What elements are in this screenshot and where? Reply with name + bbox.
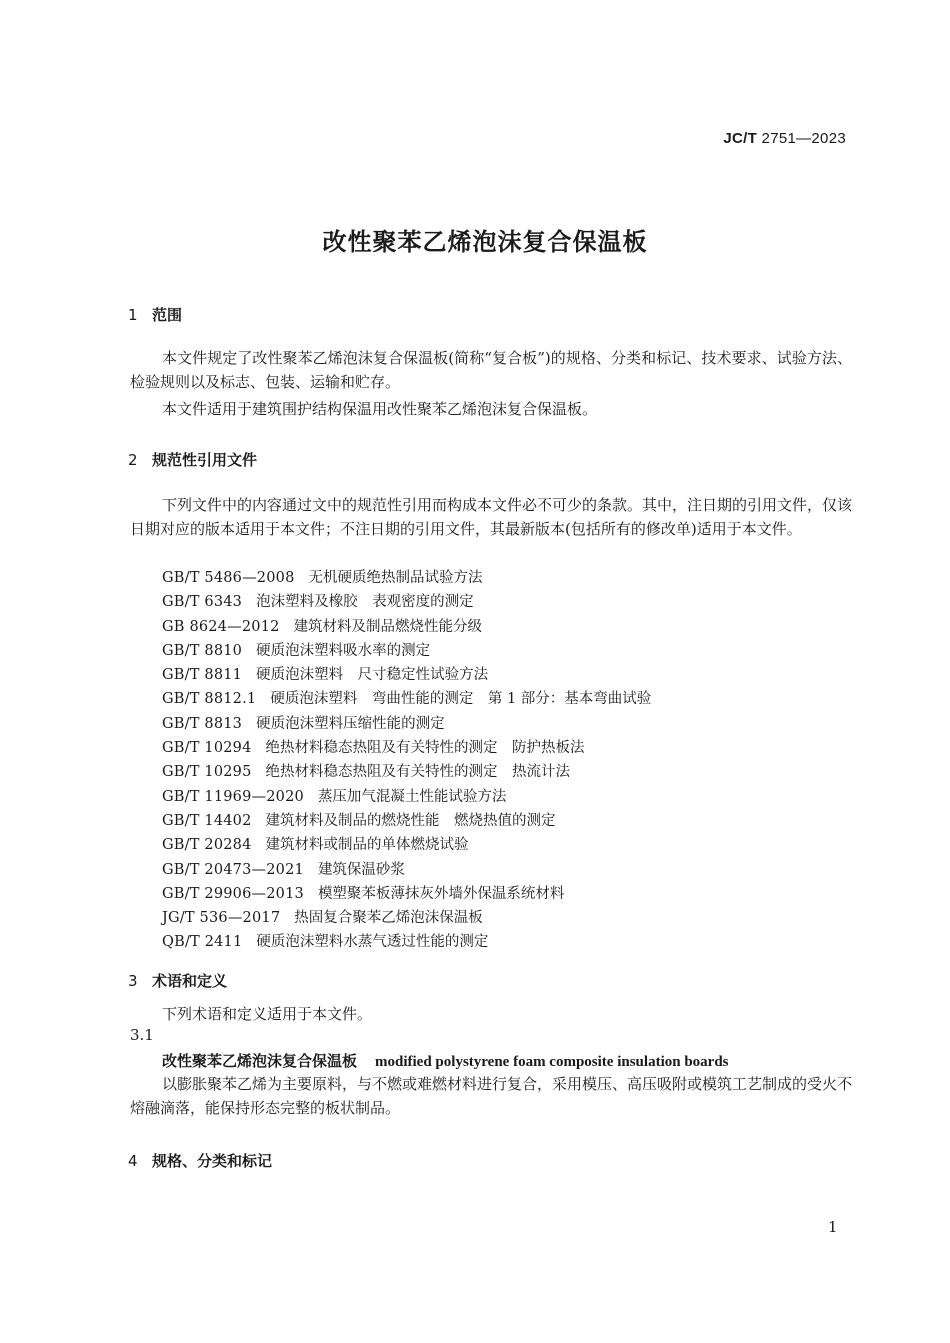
reference-code: GB/T 11969—2020 bbox=[162, 788, 304, 805]
reference-code: GB/T 10295 bbox=[162, 764, 252, 781]
section-2-intro: 下列文件中的内容通过文中的规范性引用而构成本文件必不可少的条款。其中，注日期的引用文件，仅该日期对应的版本适用于本文件；不注日期的引用文件，其最新版本(包括所有的修改单)适用于本文件。 bbox=[130, 496, 853, 538]
reference-name: 泡沫塑料及橡胶 表观密度的测定 bbox=[256, 594, 474, 611]
section-number: 2 bbox=[128, 451, 138, 469]
reference-name: 绝热材料稳态热阻及有关特性的测定 防护热板法 bbox=[265, 740, 585, 757]
reference-code: GB/T 8813 bbox=[162, 715, 243, 732]
section-1-paragraph-2: 本文件适用于建筑围护结构保温用改性聚苯乙烯泡沫复合保温板。 bbox=[162, 400, 598, 418]
reference-name: 建筑材料及制品的燃烧性能 燃烧热值的测定 bbox=[265, 812, 556, 829]
reference-item bbox=[162, 615, 651, 639]
reference-code: GB/T 20473—2021 bbox=[162, 861, 304, 878]
reference-item bbox=[162, 833, 651, 857]
section-3-intro: 下列术语和定义适用于本文件。 bbox=[162, 1005, 373, 1023]
section-title: 规格、分类和标记 bbox=[152, 1152, 273, 1170]
page-number: 1 bbox=[828, 1218, 838, 1236]
reference-item bbox=[162, 687, 651, 711]
section-title: 术语和定义 bbox=[152, 972, 228, 990]
reference-code: GB/T 8810 bbox=[162, 642, 243, 659]
reference-name: 无机硬质绝热制品试验方法 bbox=[308, 570, 483, 586]
reference-item bbox=[162, 760, 651, 784]
reference-item bbox=[162, 809, 651, 833]
term-definition: 以膨胀聚苯乙烯为主要原料，与不燃或难燃材料进行复合，采用模压、高压吸附或模筑工艺制成的受火不熔融滴落，能保持形态完整的板状制品。 bbox=[130, 1075, 853, 1117]
section-4-heading bbox=[128, 1150, 272, 1171]
term-chinese: 改性聚苯乙烯泡沫复合保温板 bbox=[162, 1052, 358, 1070]
term-number: 3.1 bbox=[130, 1026, 154, 1044]
reference-name: 硬质泡沫塑料水蒸气透过性能的测定 bbox=[256, 934, 489, 951]
reference-item bbox=[162, 590, 651, 614]
section-3-heading bbox=[128, 970, 227, 991]
reference-item bbox=[162, 566, 651, 590]
reference-name: 硬质泡沫塑料吸水率的测定 bbox=[256, 642, 431, 659]
reference-code: GB/T 20284 bbox=[162, 837, 252, 854]
reference-name: 模塑聚苯板薄抹灰外墙外保温系统材料 bbox=[317, 885, 565, 902]
reference-item bbox=[162, 906, 651, 930]
standard-number: 2751—2023 bbox=[761, 130, 846, 147]
reference-name: 建筑保温砂浆 bbox=[317, 861, 405, 878]
reference-name: 蒸压加气混凝土性能试验方法 bbox=[317, 788, 507, 805]
reference-item bbox=[162, 736, 651, 760]
reference-item bbox=[162, 639, 651, 663]
standard-code bbox=[723, 130, 846, 147]
reference-item bbox=[162, 712, 651, 736]
reference-code: QB/T 2411 bbox=[162, 934, 243, 951]
section-number: 1 bbox=[128, 306, 138, 324]
reference-name: 硬质泡沫塑料 尺寸稳定性试验方法 bbox=[256, 667, 489, 684]
section-1-heading bbox=[128, 304, 182, 325]
reference-code: GB/T 6343 bbox=[162, 594, 243, 611]
reference-code: GB/T 8811 bbox=[162, 667, 243, 684]
section-title: 范围 bbox=[152, 306, 183, 324]
section-number: 3 bbox=[128, 972, 138, 990]
standard-prefix: JC/T bbox=[723, 130, 758, 147]
reference-item bbox=[162, 858, 651, 882]
reference-name: 建筑材料及制品燃烧性能分级 bbox=[293, 618, 483, 635]
reference-code: GB 8624—2012 bbox=[162, 618, 280, 635]
document-title: 改性聚苯乙烯泡沫复合保温板 bbox=[322, 228, 648, 256]
term-heading bbox=[162, 1050, 729, 1071]
reference-name: 硬质泡沫塑料 弯曲性能的测定 第 1 部分：基本弯曲试验 bbox=[270, 691, 652, 708]
reference-name: 硬质泡沫塑料压缩性能的测定 bbox=[256, 715, 445, 732]
reference-code: JG/T 536—2017 bbox=[162, 910, 281, 927]
reference-code: GB/T 29906—2013 bbox=[162, 885, 304, 902]
reference-item bbox=[162, 663, 651, 687]
term-english: modified polystyrene foam composite insulation boards bbox=[375, 1054, 729, 1070]
reference-item bbox=[162, 882, 651, 906]
reference-name: 热固复合聚苯乙烯泡沫保温板 bbox=[294, 910, 483, 927]
section-2-heading bbox=[128, 449, 257, 470]
reference-code: GB/T 14402 bbox=[162, 812, 252, 829]
reference-list bbox=[162, 566, 651, 955]
section-title: 规范性引用文件 bbox=[152, 451, 258, 469]
section-number: 4 bbox=[128, 1152, 138, 1170]
reference-item bbox=[162, 930, 651, 954]
reference-code: GB/T 5486—2008 bbox=[162, 570, 295, 586]
reference-code: GB/T 10294 bbox=[162, 740, 252, 757]
section-1-paragraph-1: 本文件规定了改性聚苯乙烯泡沫复合保温板(简称“复合板”)的规格、分类和标记、技术要求、试验方法、检验规则以及标志、包装、运输和贮存。 bbox=[130, 349, 852, 391]
reference-name: 绝热材料稳态热阻及有关特性的测定 热流计法 bbox=[265, 764, 571, 781]
reference-code: GB/T 8812.1 bbox=[162, 691, 257, 708]
reference-name: 建筑材料或制品的单体燃烧试验 bbox=[265, 837, 469, 854]
reference-item bbox=[162, 785, 651, 809]
